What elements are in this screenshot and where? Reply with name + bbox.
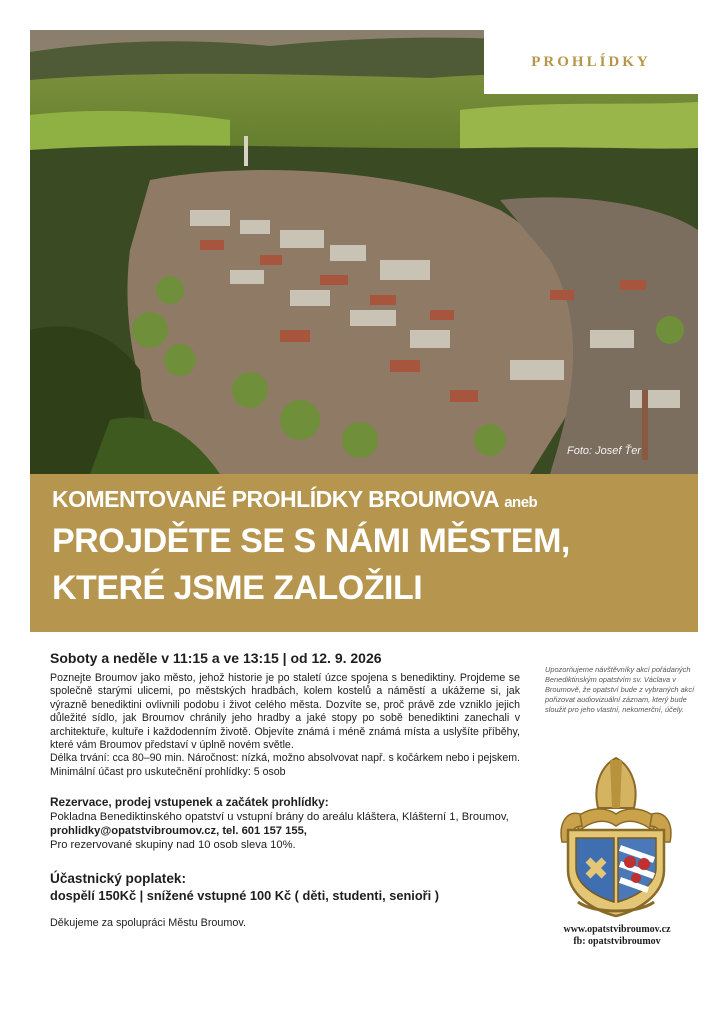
description-details: Délka trvání: cca 80–90 min. Náročnost: nízká, možno absolvovat např. s kočárkem nebo i pejskem. Minimální účast pro uskutečnění prohlídky: 5 osob: [50, 752, 520, 778]
title-line-1: [52, 486, 537, 513]
facebook-link[interactable]: fb: opatstvibroumov: [573, 936, 661, 947]
abbey-coat-of-arms-icon: [548, 752, 684, 920]
recording-notice: Upozorňujeme návštěvníky akcí pořádaných Benediktinským opatstvím sv. Václava v Broumově, že opatství bude z vybraných akcí pořizovat audiovizuální záznam, který bude sloužit pro jeho vlastní, nekomerční, účely.: [545, 665, 695, 714]
category-tag-label: PROHLÍDKY: [531, 53, 651, 70]
reservation-block: [50, 795, 520, 853]
reservation-discount: Pro rezervované skupiny nad 10 osob sleva 10%.: [50, 839, 296, 852]
title-line-3: KTERÉ JSME ZALOŽILI: [52, 569, 423, 607]
photo-credit: Foto: Josef Ťer: [567, 445, 641, 457]
title-line-1-suffix: aneb: [504, 494, 538, 511]
fee-heading: Účastnický poplatek:: [50, 870, 186, 886]
title-line-2: PROJDĚTE SE S NÁMI MĚSTEM,: [52, 522, 570, 560]
reservation-contact[interactable]: prohlidky@opatstvibroumov.cz, tel. 601 157 155,: [50, 825, 307, 838]
schedule-line: Soboty a neděle v 11:15 a ve 13:15 | od 12. 9. 2026: [50, 650, 382, 666]
aerial-town-illustration: [30, 30, 698, 474]
website-link[interactable]: www.opatstvibroumov.cz: [563, 924, 671, 935]
title-banner: [30, 474, 698, 632]
fee-value: dospělí 150Kč | snížené vstupné 100 Kč ( děti, studenti, senioři ): [50, 887, 440, 903]
reservation-place: Pokladna Benediktinského opatství u vstupní brány do areálu kláštera, Klášterní 1, Broumov,: [50, 810, 509, 823]
description-paragraph: Poznejte Broumov jako město, jehož historie je po staletí úzce spojena s benediktiny. Projdeme se společně starými ulicemi, po městských hradbách, kolem kostelů a náměstí a ukážeme si, jak výrazně benediktini ovlivnili podobu i život celého města. Dozvíte se, proč právě zde vzniklo jejich důležité sídlo, jak Broumov chránily jeho hradby a jaké stopy po sobě benediktini zanechali v architektuře, kultuře i každodenním životě. Objevíte známá i méně známá místa a uslyšíte příběhy, které vám Broumov představí v úplně novém světle.: [50, 672, 520, 752]
aerial-town-photo: [30, 30, 698, 474]
footer-links: [548, 924, 686, 948]
reservation-heading: Rezervace, prodej vstupenek a začátek prohlídky:: [50, 795, 329, 810]
category-tag: [484, 30, 698, 94]
main-content: [50, 650, 520, 929]
abbey-crest-graphic: [548, 752, 684, 920]
title-line-1-text: KOMENTOVANÉ PROHLÍDKY BROUMOVA: [52, 486, 499, 512]
description: [50, 672, 520, 779]
fee-block: [50, 871, 520, 903]
thanks-note: Děkujeme za spolupráci Městu Broumov.: [50, 916, 247, 929]
